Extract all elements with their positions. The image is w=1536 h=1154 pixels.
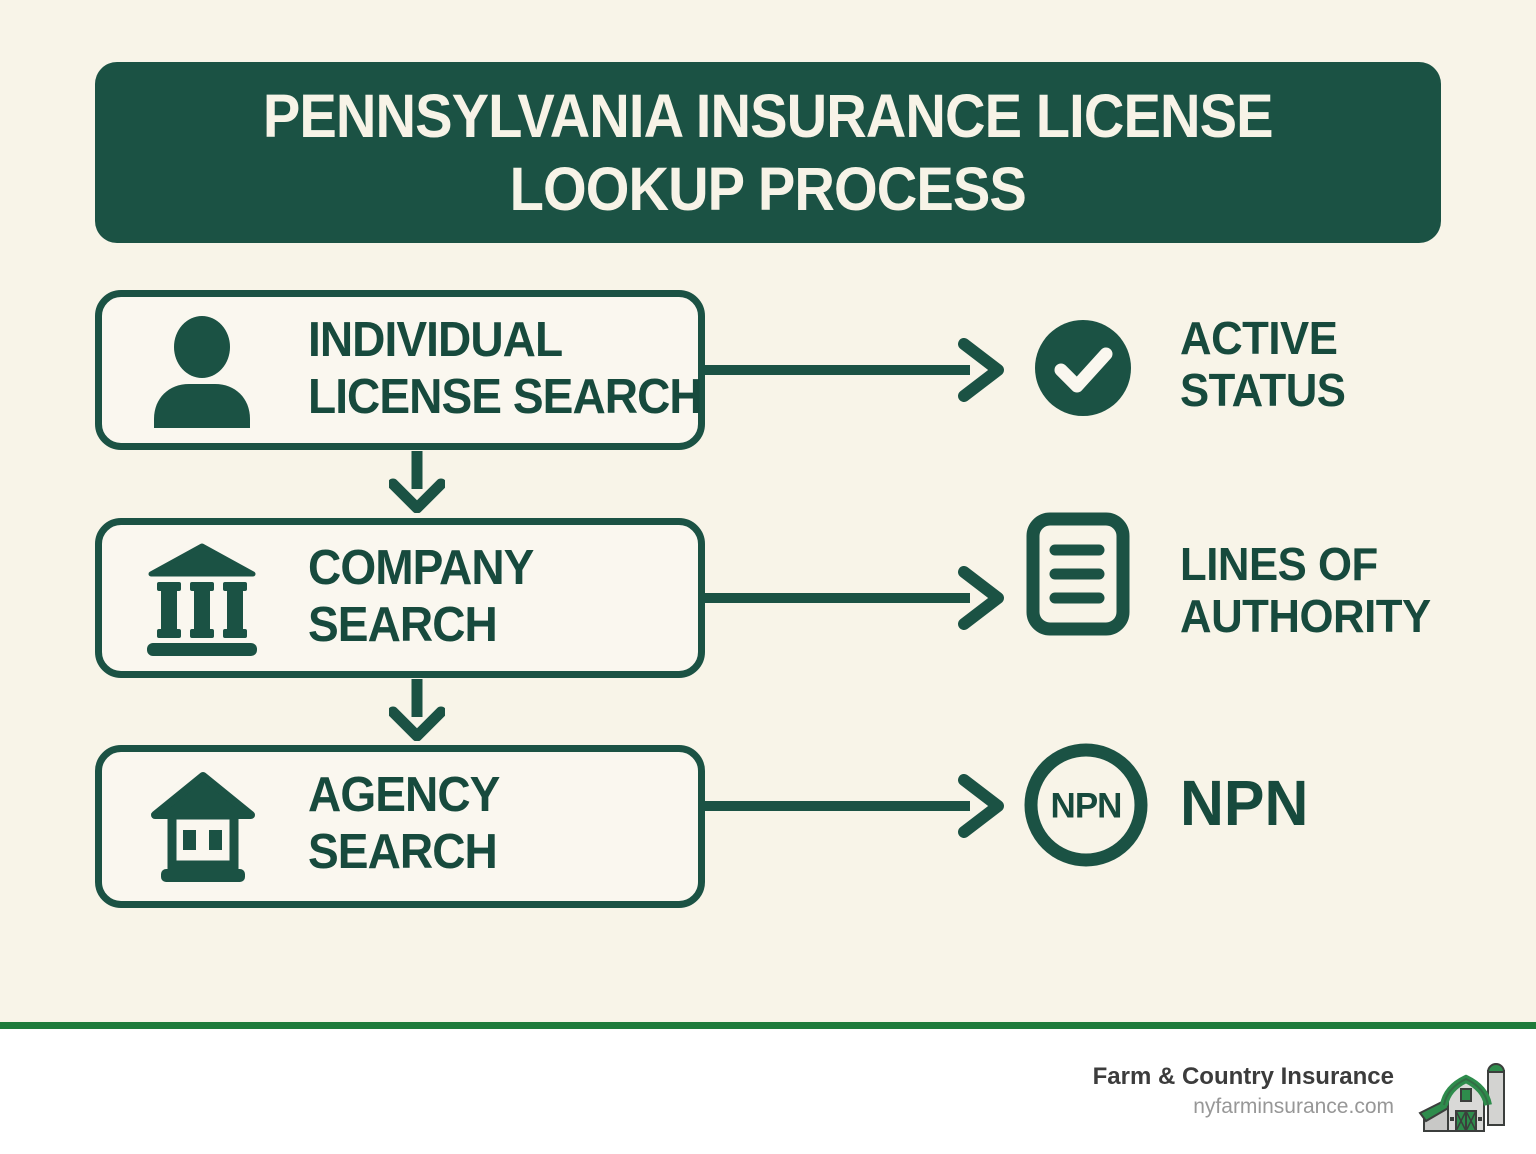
step-label-line: SEARCH xyxy=(308,598,497,652)
arrow-down-icon xyxy=(389,679,445,741)
result-label-line: NPN xyxy=(1180,767,1309,839)
result-label-npn xyxy=(1180,766,1308,840)
arrow-right-icon xyxy=(702,774,1012,838)
step-label-line: SEARCH xyxy=(308,825,497,879)
step-label xyxy=(308,540,533,654)
step-label-line: INDIVIDUAL xyxy=(308,313,563,367)
step-label-line: COMPANY xyxy=(308,541,534,595)
step-box-agency-search xyxy=(95,745,705,908)
step-label-line: LICENSE SEARCH xyxy=(308,370,702,424)
step-label-line: AGENCY xyxy=(308,768,500,822)
bank-columns-icon xyxy=(147,542,257,656)
document-lines-icon xyxy=(1026,512,1130,636)
barn-logo xyxy=(1418,1055,1514,1145)
step-box-company-search xyxy=(95,518,705,678)
page-title-line1: PENNSYLVANIA INSURANCE LICENSE xyxy=(263,81,1273,150)
npn-badge-text: NPN xyxy=(1050,786,1122,826)
result-label-lines-of-authority xyxy=(1180,538,1431,642)
step-box-individual-license-search xyxy=(95,290,705,450)
result-label-line: ACTIVE xyxy=(1180,312,1338,364)
result-label-line: LINES OF xyxy=(1180,538,1378,590)
arrow-right-icon xyxy=(702,566,1012,630)
arrow-down-icon xyxy=(389,451,445,513)
check-circle-icon xyxy=(1033,318,1133,418)
footer-divider xyxy=(0,1022,1536,1029)
footer-website: nyfarminsurance.com xyxy=(1193,1095,1394,1118)
result-label-line: STATUS xyxy=(1180,364,1346,416)
person-icon xyxy=(148,316,256,428)
page-title xyxy=(263,80,1273,226)
step-label xyxy=(308,767,499,881)
page-title-line2: LOOKUP PROCESS xyxy=(509,154,1027,223)
footer-company-name: Farm & Country Insurance xyxy=(1092,1063,1394,1090)
footer-text-block xyxy=(1093,1061,1394,1121)
title-banner xyxy=(95,62,1441,243)
step-label xyxy=(308,312,702,426)
result-label-line: AUTHORITY xyxy=(1180,590,1431,642)
storefront-icon xyxy=(148,770,258,884)
arrow-right-icon xyxy=(702,338,1012,402)
npn-circle-icon xyxy=(1023,742,1149,868)
result-label-active-status xyxy=(1180,312,1345,416)
footer xyxy=(0,1029,1536,1154)
